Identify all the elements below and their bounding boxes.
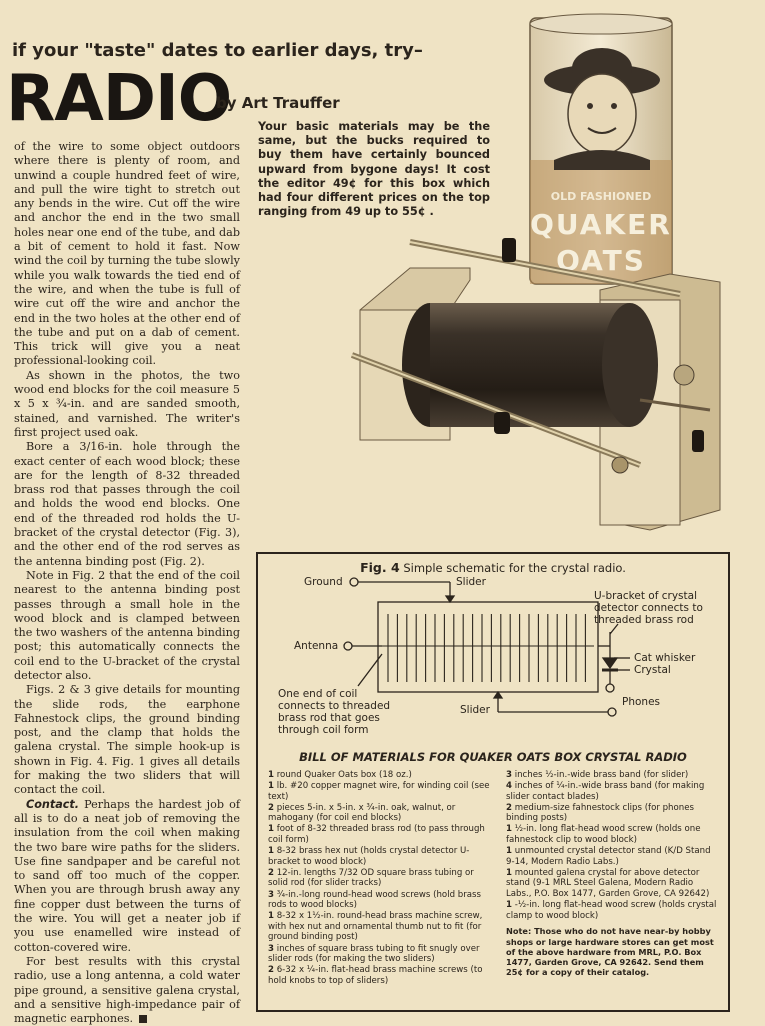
bom-item: [268, 965, 492, 986]
bom-item: [268, 868, 492, 889]
bom-item: [268, 824, 492, 845]
bom-qty: 2: [506, 802, 512, 813]
crystal-radio-photo: [340, 10, 760, 540]
label-ubracket-1: U-bracket of crystal: [594, 590, 697, 602]
bom-item: [506, 846, 718, 867]
bom-desc: medium-size fahnestock clips (for phones binding posts): [506, 802, 694, 824]
label-slider-top: Slider: [456, 576, 486, 588]
paragraph: of the wire to some object outdoors where there is plenty of room, and unwind a couple hundred feet of wire, and pull the wire tight to stretch out any bends in the wire. Cut off the wire and anchor the end in the two small holes near one end of the tube, and dab a bit of cement to hold it fast. Now wind the coil by turning the tube slowly while you walk towards the tied end of the wire, and when the tube is full of wire cut off the wire and anchor the end in the two holes at the other end of the tube and put on a dab of cement. This trick will give you a neat professional-looking coil.: [14, 140, 240, 368]
box-label-quaker: QUAKER: [530, 208, 672, 241]
bom-desc: unmounted crystal detector stand (K/D Stand 9-14, Modern Radio Labs.): [506, 846, 711, 867]
bom-qty: 1: [506, 846, 512, 857]
bom-item: [506, 900, 718, 921]
bom-desc: 8-32 x 1½-in. round-head brass machine screw, with hex nut and ornamental thumb nut to fit (for ground binding post): [268, 911, 483, 943]
bom-desc: ¾-in.-long round-head wood screws (hold brass rods to wood blocks): [268, 889, 481, 911]
section-lead: Contact.: [26, 797, 79, 811]
bom-qty: 2: [268, 802, 274, 813]
bom-desc: ½-in. long flat-head wood screw (holds one fahnestock clip to wood block): [506, 824, 701, 846]
bom-item: [268, 770, 492, 781]
bom-qty: 3: [506, 770, 512, 780]
label-coil-end-3: brass rod that goes: [278, 712, 380, 724]
kicker-line: if your "taste" dates to earlier days, try–: [12, 40, 423, 61]
bom-desc: mounted galena crystal for above detector stand (9-1 MRL Steel Galena, Modern Radio Labs., P.O. Box 1477, Garden Grove, CA 92642): [506, 867, 710, 900]
article-body: [14, 140, 240, 1026]
label-coil-end-4: through coil form: [278, 724, 369, 736]
bom-desc: inches ½-in.-wide brass band (for slider): [511, 770, 689, 780]
bom-qty: 1: [268, 770, 274, 780]
bom-qty: 3: [268, 889, 274, 900]
bom-title: BILL OF MATERIALS FOR QUAKER OATS BOX CRYSTAL RADIO: [299, 750, 687, 764]
paragraph: [14, 955, 240, 1026]
label-crystal: Crystal: [634, 664, 671, 676]
bom-right-items: [506, 770, 718, 921]
paragraph: Figs. 2 & 3 give details for mounting the slide rods, the earphone Fahnestock clips, the ground binding post, and the clamp that holds the galena crystal. The simple hook-up is shown in Fig. 4. Fig. 1 gives all details for making the two sliders that will contact the coil.: [14, 683, 240, 797]
paragraph-text: Perhaps the hardest job of all is to do a neat job of removing the insulation from the coil when making the two bare wire paths for the sliders. Use fine sandpaper and be careful not to sand off too much of the copper. When you are through brush away any fine copper dust between the turns of the wire. You will get a neater job if you use enamelled wire instead of cotton-covered wire.: [14, 797, 240, 954]
bom-note: Note: Those who do not have near-by hobby shops or large hardware stores can get most of the above hardware from MRL, P.O. Box 1477, Garden Grove, CA 92642. Send them 25¢ for a copy of their catalog.: [506, 926, 714, 978]
bom-item: [506, 868, 718, 900]
label-phones: Phones: [622, 696, 660, 708]
paragraph: [14, 798, 240, 955]
bom-item: [268, 781, 492, 802]
paragraph: As shown in the photos, the two wood end blocks for the coil measure 5 x 5 x ¾-in. and are sanded smooth, stained, and varnished. The writer's first project used oak.: [14, 368, 240, 439]
bom-qty: 1: [268, 781, 274, 792]
bom-desc: 6-32 x ¼-in. flat-head brass machine screws (to hold knobs to top of sliders): [268, 965, 483, 986]
bom-desc: foot of 8-32 threaded brass rod (to pass through coil form): [268, 824, 485, 846]
label-slider-bottom: Slider: [460, 704, 490, 716]
bom-qty: 1: [268, 911, 274, 922]
byline: by Art Trauffer: [216, 94, 340, 112]
label-cat-whisker: Cat whisker: [634, 652, 696, 664]
quaker-oats-box: [530, 14, 672, 284]
bom-desc: 12-in. lengths 7/32 OD square brass tubing or solid rod (for slider tracks): [268, 867, 474, 889]
bom-desc: pieces 5-in. x 5-in. x ¾-in. oak, walnut, or mahogany (for coil end blocks): [268, 802, 456, 824]
label-coil-end-1: One end of coil: [278, 688, 358, 700]
bom-left-column: [268, 770, 492, 987]
bom-item: [506, 770, 718, 781]
label-ubracket-3: threaded brass rod: [594, 614, 694, 626]
label-antenna: Antenna: [294, 640, 339, 652]
bom-item: [506, 803, 718, 824]
bom-qty: 2: [268, 965, 274, 976]
bom-qty: 1: [506, 900, 512, 911]
bom-item: [506, 781, 718, 802]
bom-desc: lb. #20 copper magnet wire, for winding coil (see text): [268, 781, 490, 802]
box-label-oats: OATS: [556, 244, 646, 277]
bom-item: [268, 911, 492, 943]
bom-qty: 3: [268, 943, 274, 954]
bom-desc: inches of ¼-in.-wide brass band (for making slider contact blades): [506, 781, 705, 802]
bom-qty: 2: [268, 867, 274, 878]
paragraph-text: For best results with this crystal radio, use a long antenna, a cold water pipe ground, a sensitive galena crystal, and a sensitive high-impedance pair of magnetic earphones.: [14, 954, 240, 1026]
figure-number: Fig. 4: [360, 560, 400, 575]
label-ubracket-2: detector connects to: [594, 602, 703, 614]
photo-caption: Your basic materials may be the same, but the bucks required to buy them have certainly bounced upward from bygone days! It cost the editor 49¢ for this box which had four different prices on the top ranging from 49 up to 55¢ .: [258, 120, 490, 219]
article-title: RADIO: [6, 62, 232, 136]
figure-box: [256, 552, 730, 1012]
coil-windings: [382, 614, 594, 682]
bom-qty: 1: [268, 846, 274, 857]
end-mark-icon: [139, 1015, 147, 1023]
bom-desc: round Quaker Oats box (18 oz.): [273, 770, 412, 780]
label-ground: Ground: [304, 576, 343, 588]
bom-item: [268, 890, 492, 911]
bom-desc: -½-in. long flat-head wood screw (holds crystal clamp to wood block): [506, 900, 717, 921]
paragraph: Bore a 3/16-in. hole through the exact center of each wood block; these are for the length of 8-32 threaded brass rod that passes through the coil and holds the wood end blocks. One end of the threaded rod holds the U-bracket of the crystal detector (Fig. 3), and the other end of the rod serves as the antenna binding post (Fig. 2).: [14, 440, 240, 568]
bom-desc: inches of square brass tubing to fit snugly over slider rods (for making the two sliders): [268, 943, 480, 965]
label-coil-end-2: connects to threaded: [278, 700, 391, 712]
bom-right-column: [506, 770, 718, 978]
bom-desc: 8-32 brass hex nut (holds crystal detector U-bracket to wood block): [268, 846, 470, 867]
bom-item: [268, 846, 492, 867]
bom-item: [268, 803, 492, 824]
bom-qty: 1: [268, 824, 274, 835]
box-label-small: OLD FASHIONED: [550, 190, 652, 203]
bom-qty: 4: [506, 781, 512, 792]
figure-caption: Simple schematic for the crystal radio.: [399, 561, 626, 575]
bom-qty: 1: [506, 867, 512, 878]
bom-item: [268, 944, 492, 965]
paragraph: Note in Fig. 2 that the end of the coil nearest to the antenna binding post passes through a small hole in the wood block and is clamped between the two washers of the antenna binding post; this automatically connects the coil end to the U-bracket of the crystal detector also.: [14, 568, 240, 682]
bom-qty: 1: [506, 824, 512, 835]
bom-item: [506, 824, 718, 845]
